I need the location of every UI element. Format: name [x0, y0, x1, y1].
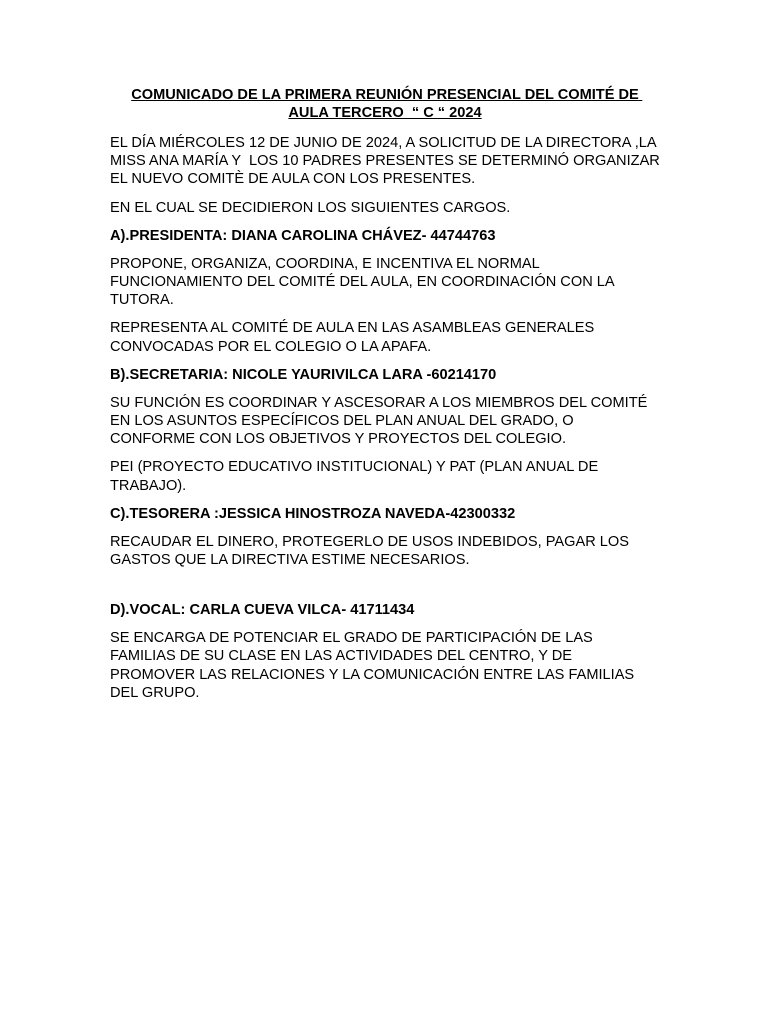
section-paragraph: PROPONE, ORGANIZA, COORDINA, E INCENTIVA EL NORMAL FUNCIONAMIENTO DEL COMITÉ DEL AULA, EN COORDINACIÓN CON LA TUTORA. — [110, 255, 618, 309]
section-heading-presidenta: A).PRESIDENTA: DIANA CAROLINA CHÁVEZ- 44744763 — [110, 227, 496, 244]
section-paragraph: PEI (PROYECTO EDUCATIVO INSTITUCIONAL) Y PAT (PLAN ANUAL DE TRABAJO). — [110, 459, 602, 494]
section-heading-tesorera: C).TESORERA :JESSICA HINOSTROZA NAVEDA-42300332 — [110, 505, 516, 522]
blank-line — [110, 579, 660, 601]
section-paragraph: SU FUNCIÓN ES COORDINAR Y ASCESORAR A LOS MIEMBROS DEL COMITÉ EN LOS ASUNTOS ESPECÍFICOS DEL PLAN ANUAL DEL GRADO, O CONFORME CON LOS OBJETIVOS Y PROYECTOS DEL COLEGIO. — [110, 394, 652, 448]
section-paragraph: RECAUDAR EL DINERO, PROTEGERLO DE USOS INDEBIDOS, PAGAR LOS GASTOS QUE LA DIRECTIVA ESTIME NECESARIOS. — [110, 533, 634, 569]
document-page — [110, 86, 664, 712]
section-paragraph: SE ENCARGA DE POTENCIAR EL GRADO DE PARTICIPACIÓN DE LAS FAMILIAS DE SU CLASE EN LAS ACTIVIDADES DEL CENTRO, Y DE PROMOVER LAS RELACIONES Y LA COMUNICACIÓN ENTRE LAS FAMILIAS DEL GRUPO. — [110, 630, 639, 701]
intro-paragraph-2: EN EL CUAL SE DECIDIERON LOS SIGUIENTES CARGOS. — [110, 199, 511, 216]
document-title: COMUNICADO DE LA PRIMERA REUNIÓN PRESENCIAL DEL COMITÉ DE AULA TERCERO “ C “ 2024 — [131, 87, 643, 121]
intro-paragraph: EL DÍA MIÉRCOLES 12 DE JUNIO DE 2024, A SOLICITUD DE LA DIRECTORA ,LA MISS ANA MARÍA Y LOS 10 PADRES PRESENTES SE DETERMINÓ ORGANIZAR EL NUEVO COMITÈ DE AULA CON LOS PRESENTES. — [110, 135, 664, 188]
section-heading-secretaria: B).SECRETARIA: NICOLE YAURIVILCA LARA -60214170 — [110, 366, 497, 383]
section-paragraph: REPRESENTA AL COMITÉ DE AULA EN LAS ASAMBLEAS GENERALES CONVOCADAS POR EL COLEGIO O LA APAFA. — [110, 320, 599, 355]
section-heading-vocal: D).VOCAL: CARLA CUEVA VILCA- 41711434 — [110, 602, 415, 619]
